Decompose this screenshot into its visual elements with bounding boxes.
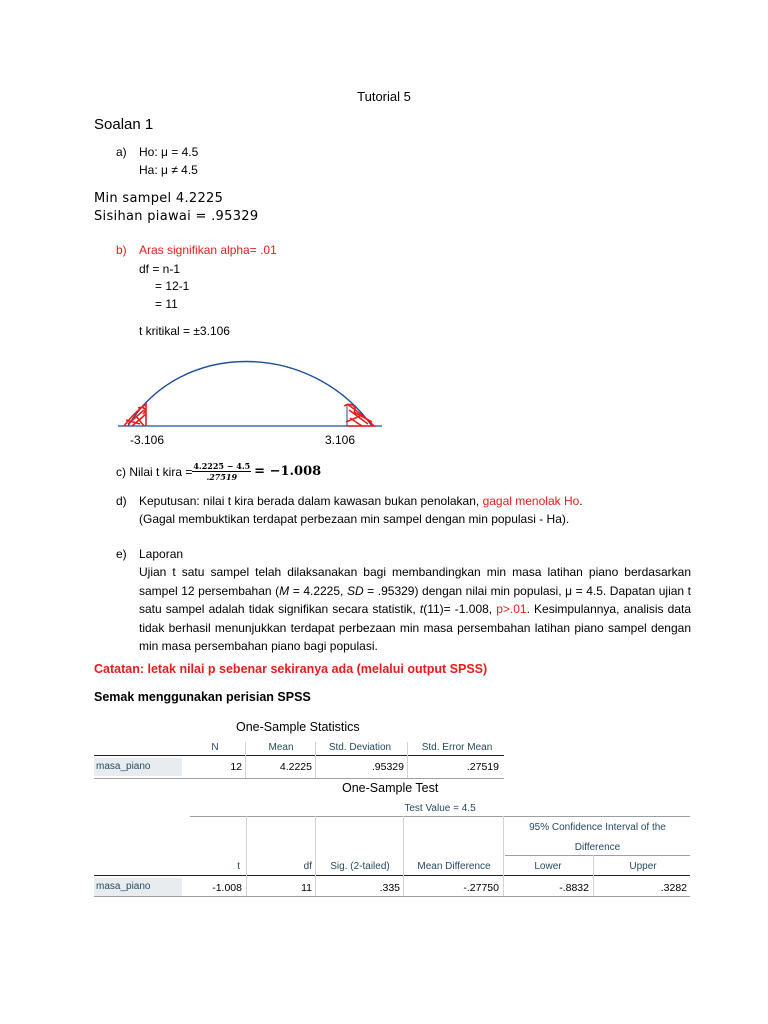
stats-header-se: Std. Error Mean bbox=[421, 742, 493, 753]
report-heading: Laporan bbox=[139, 547, 184, 561]
stats-header-mean: Mean bbox=[268, 742, 294, 753]
left-critical-label: -3.106 bbox=[130, 433, 165, 447]
df-formula: df = n-1 bbox=[139, 262, 181, 276]
alpha-level: Aras signifikan alpha= .01 bbox=[139, 243, 277, 257]
spss-check-line: Semak menggunakan perisian SPSS bbox=[94, 690, 311, 704]
test-value-header: Test Value = 4.5 bbox=[404, 803, 476, 814]
null-hypothesis: Ho: μ = 4.5 bbox=[139, 145, 199, 159]
item-e-marker: e) bbox=[116, 547, 127, 561]
decision-explanation: (Gagal membuktikan terdapat perbezaan min sampel dengan min populasi - Ha). bbox=[139, 512, 570, 526]
report-text-3: = .95329) dengan nilai min populasi, μ = 4.5. Dapatan ujian t satu sampel adalah tidak signifikan secara statistik, bbox=[139, 583, 692, 617]
report-text-1: Ujian t satu sampel telah dilaksanakan bagi membandingkan min masa latihan piano berdasarkan sampel 12 persembahan ( bbox=[139, 565, 691, 598]
item-d-marker: d) bbox=[116, 494, 127, 508]
t-fraction bbox=[192, 461, 251, 482]
stats-header-sd: Std. Deviation bbox=[328, 742, 392, 753]
test-header-lower: Lower bbox=[534, 861, 562, 872]
sample-sd-line: Sisihan piawai = .95329 bbox=[94, 209, 259, 224]
decision-highlight: gagal menolak Ho bbox=[482, 494, 580, 508]
note-line: Catatan: letak nilai p sebenar sekiranya ada (melalui output SPSS) bbox=[94, 662, 488, 676]
test-header-df: df bbox=[303, 861, 312, 872]
ci-header-line1: 95% Confidence Interval of the bbox=[529, 822, 666, 833]
t-computed-result: = −1.008 bbox=[254, 464, 322, 479]
ci-header-rule bbox=[505, 855, 690, 856]
decision-line bbox=[139, 494, 583, 508]
stats-col-divider bbox=[315, 742, 316, 778]
stats-col-divider bbox=[407, 742, 408, 778]
test-col-divider bbox=[315, 816, 316, 896]
stats-header-rule bbox=[94, 755, 504, 756]
test-col-divider bbox=[503, 816, 504, 896]
test-table-title: One-Sample Test bbox=[342, 781, 439, 795]
ci-header-line2: Difference bbox=[574, 842, 621, 853]
right-rejection-region bbox=[344, 404, 374, 426]
stats-table-title: One-Sample Statistics bbox=[236, 720, 360, 734]
test-header-t: t bbox=[237, 861, 240, 872]
report-text-2: = 4.2225, bbox=[289, 583, 347, 598]
test-header-rule bbox=[94, 875, 690, 876]
report-sd-label: SD bbox=[346, 583, 364, 598]
test-cell-sig: .335 bbox=[379, 882, 400, 894]
alt-hypothesis: Ha: μ ≠ 4.5 bbox=[139, 163, 198, 177]
test-row-label: masa_piano bbox=[94, 878, 182, 896]
t-computed-line bbox=[116, 461, 321, 482]
report-paragraph bbox=[139, 563, 691, 656]
test-header-upper: Upper bbox=[629, 861, 657, 872]
stats-cell-mean: 4.2225 bbox=[279, 761, 312, 773]
report-text-5: . Kesimpulannya, analisis data tidak berhasil menunjukkan terdapat perbezaan min masa persembahan latihan piano sampel dengan min masa persembahan piano bagi populasi. bbox=[139, 602, 692, 654]
sample-mean-line: Min sampel 4.2225 bbox=[94, 191, 224, 206]
t-computed-prefix: c) Nilai t kira = bbox=[116, 464, 193, 479]
test-col-divider bbox=[403, 816, 404, 896]
distribution-curve bbox=[128, 362, 372, 427]
stats-row-label: masa_piano bbox=[94, 758, 182, 776]
test-cell-upper: .3282 bbox=[660, 882, 687, 894]
right-critical-label: 3.106 bbox=[325, 433, 356, 447]
stats-header-n: N bbox=[211, 742, 219, 753]
report-text-4: (11)= -1.008, bbox=[423, 602, 497, 617]
t-fraction-numerator: 4.2225 − 4.5 bbox=[193, 461, 251, 471]
report-t-label: t bbox=[419, 602, 424, 617]
t-critical: t kritikal = ±3.106 bbox=[139, 324, 230, 338]
test-header-mean-diff: Mean Difference bbox=[417, 861, 491, 872]
df-substitution: = 12-1 bbox=[155, 279, 190, 293]
test-cell-t: -1.008 bbox=[212, 882, 242, 894]
item-b-marker: b) bbox=[116, 243, 127, 257]
t-distribution-diagram bbox=[110, 340, 400, 435]
question-heading: Soalan 1 bbox=[94, 116, 154, 133]
t-fraction-denominator: .27519 bbox=[206, 472, 238, 482]
test-cell-df: 11 bbox=[301, 882, 312, 894]
report-p-value: p>.01 bbox=[496, 602, 527, 617]
page-title: Tutorial 5 bbox=[357, 89, 411, 104]
test-col-divider bbox=[246, 816, 247, 896]
stats-cell-n: 12 bbox=[230, 761, 242, 773]
test-col-divider bbox=[593, 855, 594, 896]
stats-bottom-rule bbox=[94, 778, 504, 779]
stats-cell-sd: .95329 bbox=[371, 761, 404, 773]
decision-text: Keputusan: nilai t kira berada dalam kawasan bukan penolakan, bbox=[139, 494, 483, 508]
test-cell-mean-diff: -.27750 bbox=[463, 882, 499, 894]
stats-col-divider bbox=[245, 742, 246, 778]
df-result: = 11 bbox=[155, 297, 178, 311]
test-cell-lower: -.8832 bbox=[559, 882, 589, 894]
test-value-rule bbox=[190, 816, 690, 817]
decision-period: . bbox=[579, 494, 583, 508]
test-header-sig: Sig. (2-tailed) bbox=[330, 861, 390, 872]
test-bottom-rule bbox=[94, 896, 690, 897]
stats-cell-se: .27519 bbox=[466, 761, 499, 773]
report-m-label: M bbox=[279, 583, 290, 598]
item-a-marker: a) bbox=[116, 145, 127, 159]
